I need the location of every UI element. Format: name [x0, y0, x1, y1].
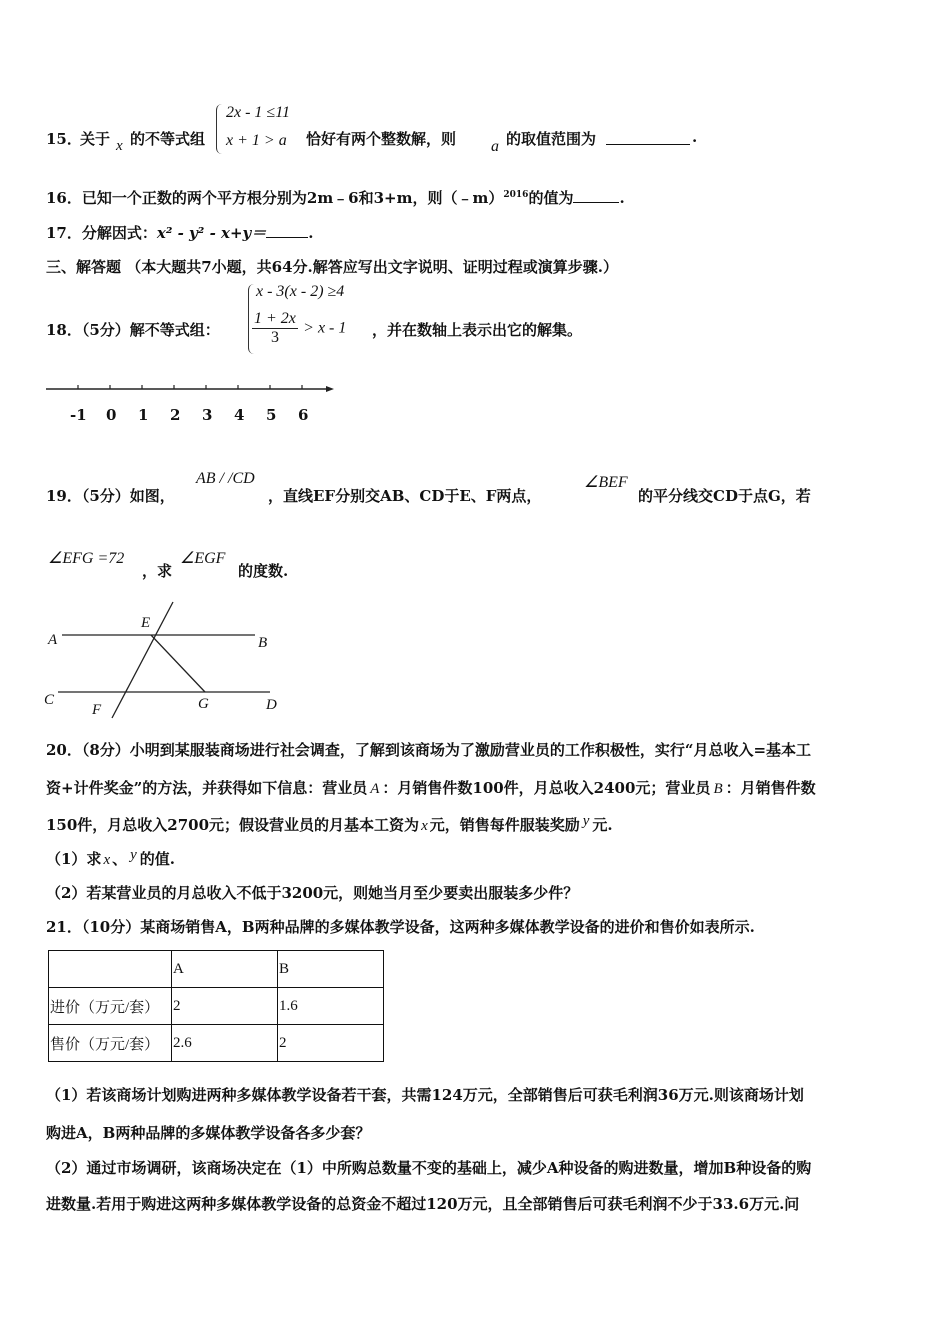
table-cell: A [172, 951, 278, 988]
q18-inequality-2 [252, 310, 346, 347]
table-cell: 2.6 [172, 1025, 278, 1062]
q19-number: 19．（5分）如图， [46, 487, 175, 505]
q17-text: 17．分解因式： [46, 224, 157, 242]
q21-part-1-line-1: （1）若该商场计划购进两种多媒体教学设备若干套，共需124万元，全部销售后可获毛利润36万元.则该商场计划 [46, 1086, 804, 1104]
table-cell: 售价（万元/套） [49, 1025, 172, 1062]
q20-sub-1-var-x: x [103, 852, 111, 868]
number-line-tick-label: 1 [138, 406, 149, 424]
q15-brace [216, 104, 223, 154]
q15-inequality-1: 2x - 1 ≤11 [226, 104, 291, 121]
table-header-row [49, 951, 384, 988]
q15-number: 15． [46, 130, 82, 148]
q15-text-post: 恰好有两个整数解，则 [306, 130, 457, 148]
q20-var-b: B [713, 781, 723, 797]
table-cell [49, 951, 172, 988]
q19-given-angle-egf: ∠EGF [180, 550, 226, 567]
price-table [48, 950, 384, 1062]
q17-line [46, 222, 313, 243]
q18-text-post: ，并在数轴上表示出它的解集。 [372, 321, 583, 339]
q15-period: . [692, 128, 698, 146]
q19-text-4: 的度数. [238, 562, 289, 580]
table-row [49, 988, 384, 1025]
q19-given-angle-efg: ∠EFG =72 [48, 550, 125, 567]
q19-geometry-figure [40, 596, 290, 726]
q20-line-2c: ：月销售件数 [725, 779, 816, 797]
figure-label-a: A [48, 632, 58, 648]
q20-line-2b: ：月销售件数100件，月总收入2400元；营业员 [382, 779, 711, 797]
q15-var-a: a [491, 138, 499, 155]
section-3-heading: 三、解答题 （本大题共7小题，共64分.解答应写出文字说明、证明过程或演算步骤.） [46, 258, 618, 276]
q15-answer-blank [606, 128, 690, 149]
table-cell: 2 [172, 988, 278, 1025]
q16-exponent: 2016 [503, 190, 529, 200]
q19-text-1: ，直线EF分别交AB、CD于E、F两点， [268, 487, 542, 505]
q20-sub-1-var-y: y [130, 847, 137, 863]
q16-line [46, 187, 625, 208]
q17-expression: x² - y² - x+y＝ [156, 224, 267, 242]
q21-part-2-line-1: （2）通过市场调研，该商场决定在（1）中所购总数量不变的基础上，减少A种设备的购进数量，增加B种设备的购 [46, 1159, 812, 1177]
q17-period: . [308, 224, 314, 242]
q17-answer-blank [266, 223, 308, 238]
number-line-tick-label: 0 [106, 406, 117, 424]
number-line-tick-label: 3 [202, 406, 213, 424]
figure-label-b: B [258, 635, 268, 651]
q21-line-1: 21．（10分）某商场销售A，B两种品牌的多媒体教学设备，这两种多媒体教学设备的进价和售价如表所示. [46, 918, 755, 936]
q20-line-3 [46, 814, 613, 835]
figure-label-f: F [92, 702, 102, 718]
figure-label-e: E [141, 615, 151, 631]
q15-text-pre: 关于 [80, 130, 111, 148]
q20-line-1: 20．（8分）小明到某服装商场进行社会调查，了解到该商场为了激励营业员的工作积极性，实行“月总收入=基本工 [46, 741, 812, 759]
figure-label-c: C [44, 692, 55, 708]
q15-text-end: 的取值范围为 [506, 130, 597, 148]
figure-label-g: G [198, 696, 209, 712]
q16-period: . [619, 189, 625, 207]
q20-line-3b: 元，销售每件服装奖励 [429, 816, 580, 834]
q20-line-2 [46, 777, 816, 798]
figure-label-d: D [266, 697, 277, 713]
q16-tail: 的值为 [528, 189, 574, 207]
q21-part-2-line-2: 进数量.若用于购进这两种多媒体教学设备的总资金不超过120万元，且全部销售后可获毛利润不少于33.6万元.问 [46, 1195, 800, 1213]
q20-line-3c: 元. [592, 816, 613, 834]
q15-var-x: x [116, 138, 123, 154]
q18-fraction-rhs: > x - 1 [303, 319, 347, 337]
q19-text-3: ，求 [142, 562, 173, 580]
q20-var-y: y [582, 813, 590, 829]
q18-inequality-1: x - 3(x - 2) ≥4 [256, 283, 345, 300]
table-row [49, 1025, 384, 1062]
q18-fraction-numerator: 1 + 2x [254, 310, 296, 327]
number-line-tick-label: 2 [170, 406, 181, 424]
q20-sub-1 [46, 848, 175, 869]
table-cell: 进价（万元/套） [49, 988, 172, 1025]
table-cell: 2 [278, 1025, 384, 1062]
q15-text-mid: 的不等式组 [130, 130, 206, 148]
number-line-tick-label: -1 [70, 406, 87, 424]
q18-fraction-denominator: 3 [270, 329, 279, 346]
q20-sub-2: （2）若某营业员的月总收入不低于3200元，则她当月至少要卖出服装多少件？ [46, 884, 579, 902]
q16-text: 16．已知一个正数的两个平方根分别为2m﹣6和3+m，则（﹣m） [46, 189, 504, 207]
q20-var-x: x [421, 818, 428, 834]
q18-number: 18．（5分）解不等式组： [46, 321, 220, 339]
q16-answer-blank [573, 188, 619, 203]
q15-inequality-2: x + 1 > a [226, 132, 287, 149]
q19-text-2: 的平分线交CD于点G，若 [638, 487, 811, 505]
number-line-tick-label: 5 [266, 406, 277, 424]
q20-sub-1b: 的值. [139, 850, 176, 868]
q19-given-angle-bef: ∠BEF [584, 474, 628, 491]
q20-sub-1a: （1）求 [46, 850, 102, 868]
q18-fraction [252, 310, 298, 347]
q20-line-2a: 资+计件奖金”的方法，并获得如下信息：营业员 [46, 779, 368, 797]
q20-line-3a: 150件，月总收入2700元；假设营业员的月基本工资为 [46, 816, 420, 834]
q19-given-parallel: AB / /CD [196, 470, 255, 487]
q20-sub-1-sep: 、 [112, 850, 128, 868]
q20-var-a: A [370, 781, 380, 797]
number-line-tick-label: 4 [234, 406, 245, 424]
q21-part-1-line-2: 购进A，B两种品牌的多媒体教学设备各多少套？ [46, 1124, 371, 1142]
table-cell: 1.6 [278, 988, 384, 1025]
number-line-tick-label: 6 [298, 406, 309, 424]
table-cell: B [278, 951, 384, 988]
